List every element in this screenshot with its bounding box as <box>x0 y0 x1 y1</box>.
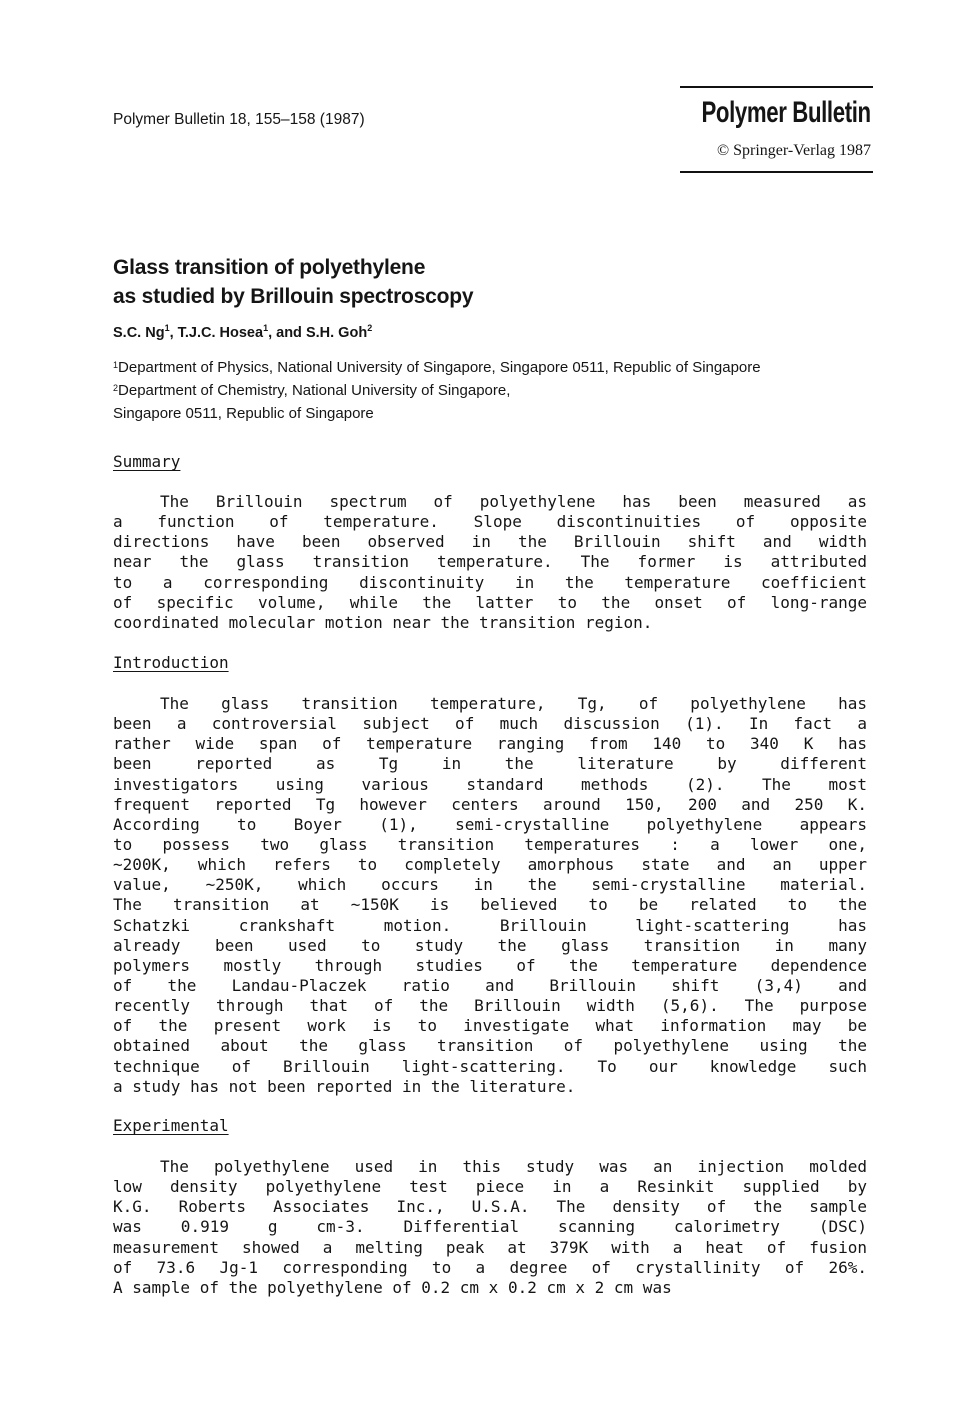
text-line: a study has not been reported in the literature. <box>113 1076 576 1096</box>
text-line: The polyethylene used in this study was an injection molded <box>160 1157 867 1176</box>
section-heading-summary: Summary <box>113 452 181 471</box>
affiliation <box>113 402 761 425</box>
text-line: value, ~250K, which occurs in the semi-crystalline material. <box>113 875 867 895</box>
text-line: obtained about the glass transition of polyethylene using the <box>113 1036 867 1056</box>
affiliations <box>113 356 761 425</box>
text-line: measurement showed a melting peak at 379K with a heat of fusion <box>113 1237 867 1257</box>
text-line: The glass transition temperature, Tg, of polyethylene has <box>160 694 867 713</box>
affiliation-mark: 1 <box>263 323 269 333</box>
affiliation-text: Department of Physics, National University of Singapore, Singapore 0511, Republic of Singapore <box>118 359 761 376</box>
text-line: coordinated molecular motion near the transition region. <box>113 612 653 632</box>
text-line: of the Landau-Placzek ratio and Brillouin shift (3,4) and <box>113 975 867 995</box>
text-line: polymers mostly through studies of the temperature dependence <box>113 955 867 975</box>
text-line: of 73.6 Jg-1 corresponding to a degree of crystallinity of 26%. <box>113 1257 867 1277</box>
author-name: S.H. Goh <box>305 325 368 341</box>
author-separator: , and <box>268 325 306 341</box>
text-line: Schatzki crankshaft motion. Brillouin light-scattering has <box>113 915 867 935</box>
text-line: frequent reported Tg however centers around 150, 200 and 250 K. <box>113 794 867 814</box>
text-line: a function of temperature. Slope discontinuities of opposite <box>113 512 867 532</box>
affiliation-mark: 2 <box>113 383 119 393</box>
text-line: was 0.919 g cm-3. Differential scanning calorimetry (DSC) <box>113 1217 867 1237</box>
summary-paragraph <box>113 492 867 633</box>
affiliation-text: Singapore 0511, Republic of Singapore <box>113 405 374 422</box>
text-line: near the glass transition temperature. The former is attributed <box>113 552 867 572</box>
journal-name: Polymer Bulletin <box>701 96 871 129</box>
author-name: S.C. Ng <box>113 325 165 341</box>
text-line: A sample of the polyethylene of 0.2 cm x 0.2 cm x 2 cm was <box>113 1277 672 1297</box>
text-line: been a controversial subject of much discussion (1). In fact a <box>113 714 867 734</box>
article-title <box>113 253 473 311</box>
text-line: ~200K, which refers to completely amorphous state and an upper <box>113 855 867 875</box>
text-line: According to Boyer (1), semi-crystalline polyethylene appears <box>113 814 867 834</box>
text-line: technique of Brillouin light-scattering. To our knowledge such <box>113 1056 867 1076</box>
affiliation-text: Department of Chemistry, National University of Singapore, <box>118 382 511 399</box>
journal-citation: Polymer Bulletin 18, 155–158 (1987) <box>113 111 365 128</box>
author-separator: , <box>169 325 178 341</box>
text-line: already been used to study the glass transition in many <box>113 935 867 955</box>
affiliation <box>113 356 761 379</box>
text-line: investigators using various standard methods (2). The most <box>113 774 867 794</box>
text-line: recently through that of the Brillouin width (5,6). The purpose <box>113 996 867 1016</box>
text-line: directions have been observed in the Brillouin shift and width <box>113 532 867 552</box>
author-list <box>113 325 372 341</box>
text-line: rather wide span of temperature ranging from 140 to 340 K has <box>113 734 867 754</box>
affiliation-mark: 1 <box>113 360 119 370</box>
introduction-paragraph <box>113 694 867 1097</box>
title-line: Glass transition of polyethylene <box>113 256 426 279</box>
affiliation-mark: 1 <box>164 323 170 333</box>
journal-masthead <box>680 86 873 173</box>
section-heading-experimental: Experimental <box>113 1116 229 1135</box>
text-line: of the present work is to investigate what information may be <box>113 1016 867 1036</box>
title-line: as studied by Brillouin spectroscopy <box>113 285 474 308</box>
affiliation <box>113 379 761 402</box>
text-line: The Brillouin spectrum of polyethylene has been measured as <box>160 492 867 511</box>
text-line: of specific volume, while the latter to the onset of long-range <box>113 592 867 612</box>
author-name: T.J.C. Hosea <box>177 325 264 341</box>
experimental-paragraph <box>113 1157 867 1298</box>
text-line: to a corresponding discontinuity in the temperature coefficient <box>113 572 867 592</box>
text-line: to possess two glass transition temperatures : a lower one, <box>113 834 867 854</box>
text-line: The transition at ~150K is believed to be related to the <box>113 895 867 915</box>
text-line: been reported as Tg in the literature by different <box>113 754 867 774</box>
text-line: K.G. Roberts Associates Inc., U.S.A. The density of the sample <box>113 1197 867 1217</box>
affiliation-mark: 2 <box>367 323 373 333</box>
section-heading-introduction: Introduction <box>113 653 229 672</box>
text-line: low density polyethylene test piece in a Resinkit supplied by <box>113 1177 867 1197</box>
copyright-notice: © Springer-Verlag 1987 <box>716 142 871 159</box>
